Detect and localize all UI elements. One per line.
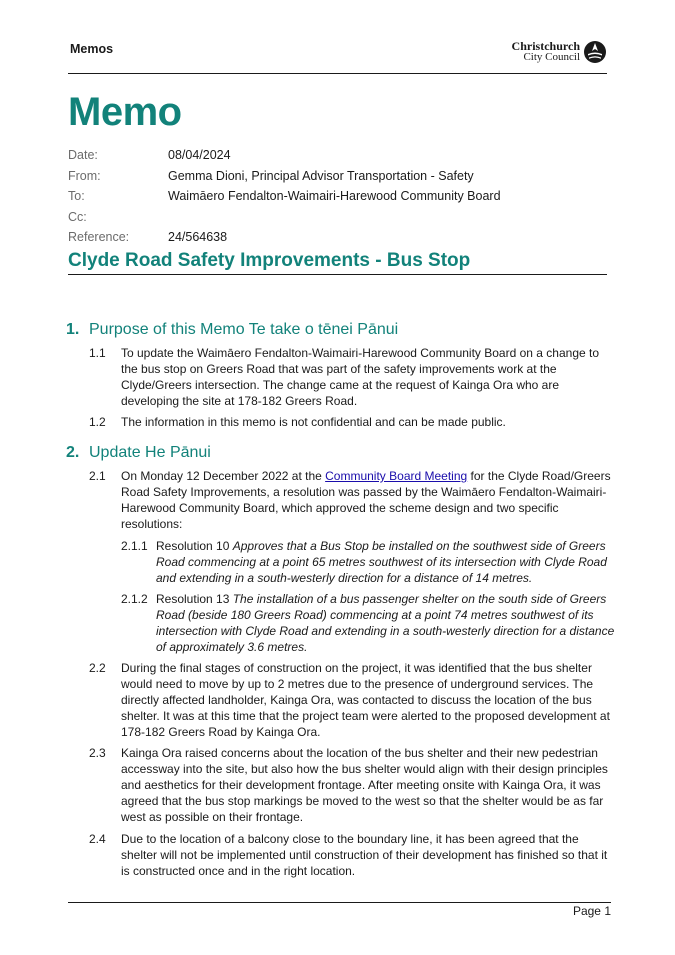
paragraph-number: 1.1 bbox=[89, 346, 106, 360]
paragraph-number: 2.2 bbox=[89, 661, 106, 675]
to-label: To: bbox=[68, 189, 85, 203]
logo-line2: City Council bbox=[523, 51, 580, 63]
meta-row-cc bbox=[68, 207, 501, 228]
section-number: 2. bbox=[66, 444, 80, 461]
memo-title: Memo bbox=[68, 90, 182, 134]
page-footer bbox=[68, 902, 611, 923]
section-heading-update bbox=[66, 444, 211, 462]
header-section-label: Memos bbox=[70, 42, 114, 56]
paragraph-number: 2.1 bbox=[89, 469, 106, 483]
section-number: 1. bbox=[66, 321, 80, 338]
section-heading-purpose bbox=[66, 321, 398, 339]
to-value: Waimāero Fendalton-Waimairi-Harewood Community Board bbox=[168, 189, 501, 203]
logo-emblem-icon bbox=[583, 40, 607, 64]
meta-row-from bbox=[68, 166, 501, 187]
paragraph-text: Resolution 13 The installation of a bus passenger shelter on the south side of Greers Road (beside 180 Greers Road) commencing at a point 74 metres southwest of its intersection with Clyde Road and extending in a south-westerly direction for a distance of approximately 3.6 metres. bbox=[156, 592, 615, 654]
logo-line1: Christchurch bbox=[511, 39, 580, 53]
paragraph-text: Kainga Ora raised concerns about the location of the bus shelter and their new pedestrian accessway into the site, but also how the bus shelter would align with their design principles and aesthetics for their development frontage. After meeting onsite with Kainga Ora, it was agreed that the bus stop markings be moved to the west so that the shelter would be as far west as possible on their frontage. bbox=[121, 746, 608, 824]
page-number: Page 1 bbox=[572, 904, 611, 918]
meta-row-to bbox=[68, 186, 501, 207]
paragraph-text: The information in this memo is not confidential and can be made public. bbox=[121, 415, 506, 429]
community-board-meeting-link[interactable]: Community Board Meeting bbox=[325, 469, 468, 483]
paragraph-text: Resolution 10 Approves that a Bus Stop be installed on the southwest side of Greers Road commencing at a point 65 metres southwest of its intersection with Clyde Road and extending in a south-westerly direction for a distance of 14 metres. bbox=[156, 539, 607, 585]
council-logo bbox=[512, 40, 607, 64]
reference-value: 24/564638 bbox=[168, 230, 228, 244]
meta-row-reference bbox=[68, 227, 501, 248]
paragraph-number: 2.4 bbox=[89, 832, 106, 846]
paragraph-text: On Monday 12 December 2022 at the Community Board Meeting for the Clyde Road/Greers Road Safety Improvements, a resolution was passed by the Waimāero Fendalton-Waimairi-Harewood Community Board, which approved the scheme design and two specific resolutions: bbox=[121, 469, 611, 531]
section-title: Purpose of this Memo Te take o tēnei Pānui bbox=[89, 321, 399, 338]
paragraph-number: 2.1.2 bbox=[121, 592, 148, 606]
memo-metadata bbox=[68, 145, 501, 248]
paragraph-text: To update the Waimāero Fendalton-Waimairi-Harewood Community Board on a change to the bus stop on Greers Road that was part of the safety improvements work at the Clyde/Greers intersection. The change came at the request of Kainga Ora who are developing the site at 178-182 Greers Road. bbox=[121, 346, 600, 408]
section-title: Update He Pānui bbox=[89, 444, 211, 461]
paragraph-text: Due to the location of a balcony close to the boundary line, it has been agreed that the shelter will not be implemented until construction of their development has finished so that it is constructed once and in the right location. bbox=[121, 832, 608, 878]
date-label: Date: bbox=[68, 148, 98, 162]
date-value: 08/04/2024 bbox=[168, 148, 231, 162]
paragraph-number: 1.2 bbox=[89, 415, 106, 429]
paragraph-text: During the final stages of construction on the project, it was identified that the bus shelter would need to move by up to 2 metres due to the presence of underground services. The directly affected landholder, Kainga Ora, was contacted to discuss the location of the bus shelter. It was at this time that the project team were alerted to the proposed development at 178-182 Greers Road by Kainga Ora. bbox=[121, 661, 610, 739]
from-value: Gemma Dioni, Principal Advisor Transportation - Safety bbox=[168, 168, 474, 183]
paragraph-number: 2.3 bbox=[89, 746, 106, 760]
reference-label: Reference: bbox=[68, 230, 130, 244]
memo-subject: Clyde Road Safety Improvements - Bus Stop bbox=[68, 248, 607, 275]
page-header bbox=[68, 38, 607, 74]
from-label: From: bbox=[68, 168, 101, 183]
cc-label: Cc: bbox=[68, 209, 87, 224]
paragraph-number: 2.1.1 bbox=[121, 539, 148, 553]
meta-row-date bbox=[68, 145, 501, 166]
